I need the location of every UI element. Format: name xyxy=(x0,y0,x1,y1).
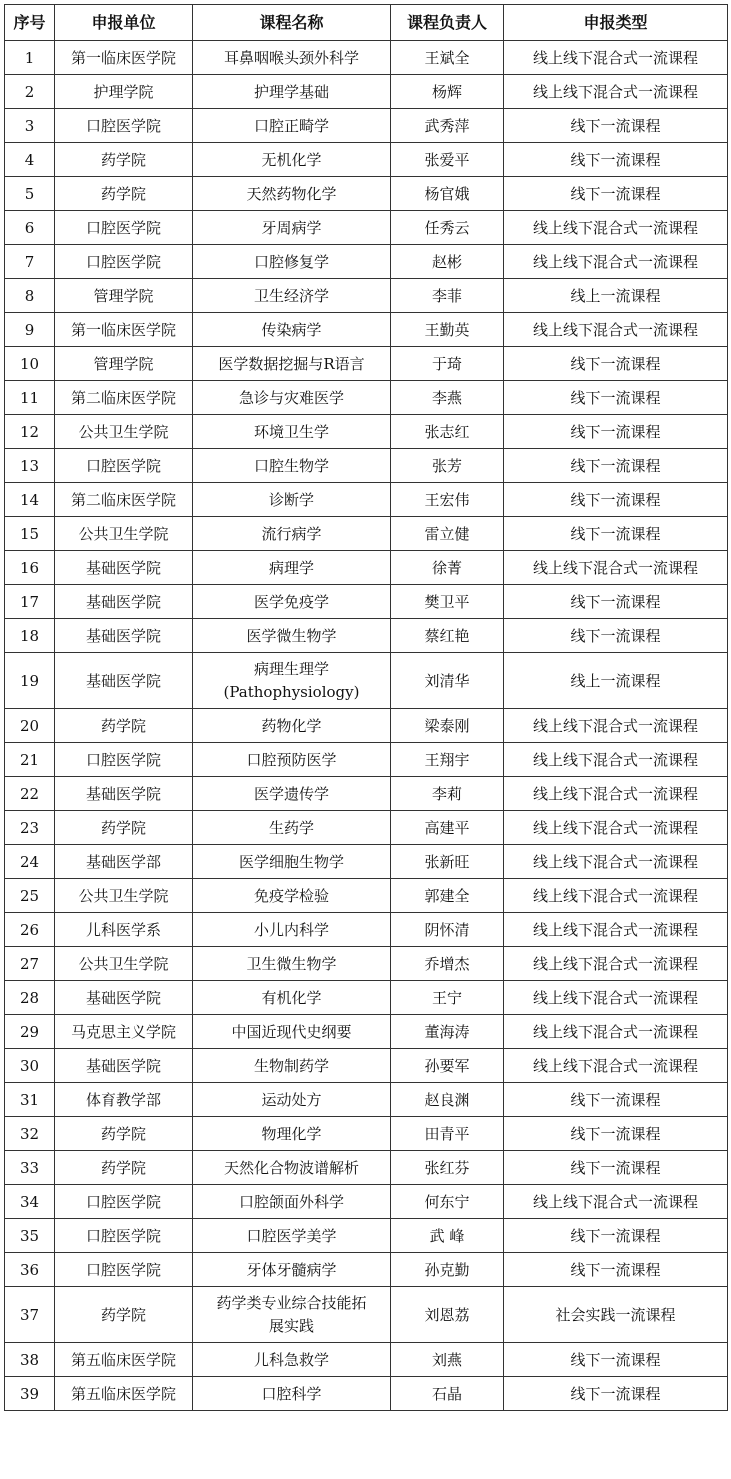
row-index: 17 xyxy=(5,585,55,619)
applying-unit: 口腔医学院 xyxy=(55,1219,193,1253)
course-leader: 王翔宇 xyxy=(391,743,504,777)
course-name: 口腔修复学 xyxy=(193,245,391,279)
application-type: 线下一流课程 xyxy=(504,381,728,415)
application-type: 线下一流课程 xyxy=(504,177,728,211)
course-leader: 王斌全 xyxy=(391,41,504,75)
row-index: 5 xyxy=(5,177,55,211)
course-leader: 刘燕 xyxy=(391,1343,504,1377)
application-type: 线上线下混合式一流课程 xyxy=(504,913,728,947)
applying-unit: 口腔医学院 xyxy=(55,211,193,245)
course-table xyxy=(4,4,728,1411)
row-index: 30 xyxy=(5,1049,55,1083)
course-leader: 石晶 xyxy=(391,1377,504,1411)
applying-unit: 第一临床医学院 xyxy=(55,313,193,347)
course-leader: 李燕 xyxy=(391,381,504,415)
application-type: 线下一流课程 xyxy=(504,449,728,483)
course-name: 医学免疫学 xyxy=(193,585,391,619)
row-index: 35 xyxy=(5,1219,55,1253)
course-name: 物理化学 xyxy=(193,1117,391,1151)
course-leader: 王勤英 xyxy=(391,313,504,347)
row-index: 7 xyxy=(5,245,55,279)
application-type: 线下一流课程 xyxy=(504,517,728,551)
course-leader: 杨辉 xyxy=(391,75,504,109)
course-name: 医学微生物学 xyxy=(193,619,391,653)
course-leader: 武 峰 xyxy=(391,1219,504,1253)
course-name: 药物化学 xyxy=(193,709,391,743)
table-row xyxy=(5,743,728,777)
applying-unit: 药学院 xyxy=(55,1117,193,1151)
row-index: 10 xyxy=(5,347,55,381)
table-row xyxy=(5,1015,728,1049)
application-type: 线上线下混合式一流课程 xyxy=(504,879,728,913)
table-row xyxy=(5,1151,728,1185)
application-type: 线上线下混合式一流课程 xyxy=(504,709,728,743)
row-index: 31 xyxy=(5,1083,55,1117)
row-index: 14 xyxy=(5,483,55,517)
applying-unit: 基础医学院 xyxy=(55,1049,193,1083)
applying-unit: 儿科医学系 xyxy=(55,913,193,947)
table-row xyxy=(5,313,728,347)
application-type: 线上线下混合式一流课程 xyxy=(504,313,728,347)
course-name: 生物制药学 xyxy=(193,1049,391,1083)
table-row xyxy=(5,109,728,143)
row-index: 27 xyxy=(5,947,55,981)
table-row xyxy=(5,415,728,449)
course-leader: 王宏伟 xyxy=(391,483,504,517)
applying-unit: 第二临床医学院 xyxy=(55,483,193,517)
course-leader: 刘恩荔 xyxy=(391,1287,504,1343)
course-name: 生药学 xyxy=(193,811,391,845)
course-leader: 孙要军 xyxy=(391,1049,504,1083)
row-index: 2 xyxy=(5,75,55,109)
applying-unit: 管理学院 xyxy=(55,279,193,313)
course-name: 诊断学 xyxy=(193,483,391,517)
application-type: 线上线下混合式一流课程 xyxy=(504,947,728,981)
course-leader: 蔡红艳 xyxy=(391,619,504,653)
row-index: 11 xyxy=(5,381,55,415)
row-index: 24 xyxy=(5,845,55,879)
applying-unit: 药学院 xyxy=(55,709,193,743)
course-name: 耳鼻咽喉头颈外科学 xyxy=(193,41,391,75)
course-name: 儿科急救学 xyxy=(193,1343,391,1377)
course-leader: 张爱平 xyxy=(391,143,504,177)
row-index: 38 xyxy=(5,1343,55,1377)
row-index: 33 xyxy=(5,1151,55,1185)
table-row xyxy=(5,1377,728,1411)
course-name: 口腔医学美学 xyxy=(193,1219,391,1253)
applying-unit: 管理学院 xyxy=(55,347,193,381)
course-name: 免疫学检验 xyxy=(193,879,391,913)
application-type: 线下一流课程 xyxy=(504,109,728,143)
applying-unit: 基础医学院 xyxy=(55,777,193,811)
course-name: 护理学基础 xyxy=(193,75,391,109)
row-index: 15 xyxy=(5,517,55,551)
course-name: 中国近现代史纲要 xyxy=(193,1015,391,1049)
application-type: 线下一流课程 xyxy=(504,1343,728,1377)
applying-unit: 药学院 xyxy=(55,811,193,845)
course-leader: 张芳 xyxy=(391,449,504,483)
course-leader: 孙克勤 xyxy=(391,1253,504,1287)
row-index: 32 xyxy=(5,1117,55,1151)
row-index: 8 xyxy=(5,279,55,313)
application-type: 线下一流课程 xyxy=(504,585,728,619)
course-leader: 张新旺 xyxy=(391,845,504,879)
application-type: 线下一流课程 xyxy=(504,1377,728,1411)
applying-unit: 体育教学部 xyxy=(55,1083,193,1117)
application-type: 线上线下混合式一流课程 xyxy=(504,1185,728,1219)
course-name: 药学类专业综合技能拓 展实践 xyxy=(193,1287,391,1343)
course-name: 病理学 xyxy=(193,551,391,585)
table-row xyxy=(5,517,728,551)
table-row xyxy=(5,619,728,653)
course-name: 口腔科学 xyxy=(193,1377,391,1411)
table-row xyxy=(5,177,728,211)
table-row xyxy=(5,1083,728,1117)
table-row xyxy=(5,947,728,981)
row-index: 1 xyxy=(5,41,55,75)
application-type: 线上线下混合式一流课程 xyxy=(504,1049,728,1083)
row-index: 4 xyxy=(5,143,55,177)
row-index: 18 xyxy=(5,619,55,653)
course-name: 小儿内科学 xyxy=(193,913,391,947)
applying-unit: 基础医学院 xyxy=(55,619,193,653)
course-leader: 张志红 xyxy=(391,415,504,449)
applying-unit: 基础医学部 xyxy=(55,845,193,879)
applying-unit: 护理学院 xyxy=(55,75,193,109)
row-index: 13 xyxy=(5,449,55,483)
table-row xyxy=(5,211,728,245)
course-name: 口腔预防医学 xyxy=(193,743,391,777)
application-type: 线下一流课程 xyxy=(504,483,728,517)
table-row xyxy=(5,483,728,517)
course-name: 无机化学 xyxy=(193,143,391,177)
row-index: 22 xyxy=(5,777,55,811)
table-row xyxy=(5,1253,728,1287)
application-type: 线上线下混合式一流课程 xyxy=(504,75,728,109)
application-type: 线下一流课程 xyxy=(504,415,728,449)
course-leader: 田青平 xyxy=(391,1117,504,1151)
application-type: 线下一流课程 xyxy=(504,1083,728,1117)
course-name: 口腔生物学 xyxy=(193,449,391,483)
application-type: 线上线下混合式一流课程 xyxy=(504,981,728,1015)
application-type: 线上线下混合式一流课程 xyxy=(504,211,728,245)
course-name: 牙周病学 xyxy=(193,211,391,245)
course-leader: 刘清华 xyxy=(391,653,504,709)
course-leader: 王宁 xyxy=(391,981,504,1015)
course-leader: 武秀萍 xyxy=(391,109,504,143)
table-row xyxy=(5,879,728,913)
applying-unit: 基础医学院 xyxy=(55,653,193,709)
applying-unit: 口腔医学院 xyxy=(55,1185,193,1219)
applying-unit: 公共卫生学院 xyxy=(55,947,193,981)
application-type: 线上一流课程 xyxy=(504,653,728,709)
course-name: 医学细胞生物学 xyxy=(193,845,391,879)
table-row xyxy=(5,41,728,75)
table-row xyxy=(5,1287,728,1343)
row-index: 9 xyxy=(5,313,55,347)
applying-unit: 口腔医学院 xyxy=(55,109,193,143)
table-row xyxy=(5,653,728,709)
table-row xyxy=(5,913,728,947)
table-row xyxy=(5,1185,728,1219)
application-type: 线上线下混合式一流课程 xyxy=(504,1015,728,1049)
applying-unit: 第二临床医学院 xyxy=(55,381,193,415)
course-name: 环境卫生学 xyxy=(193,415,391,449)
course-name: 有机化学 xyxy=(193,981,391,1015)
course-leader: 赵良渊 xyxy=(391,1083,504,1117)
course-name: 天然药物化学 xyxy=(193,177,391,211)
applying-unit: 公共卫生学院 xyxy=(55,517,193,551)
header-index: 序号 xyxy=(5,5,55,41)
row-index: 3 xyxy=(5,109,55,143)
row-index: 36 xyxy=(5,1253,55,1287)
table-header xyxy=(5,5,728,41)
row-index: 16 xyxy=(5,551,55,585)
application-type: 线上线下混合式一流课程 xyxy=(504,551,728,585)
row-index: 19 xyxy=(5,653,55,709)
application-type: 线上线下混合式一流课程 xyxy=(504,811,728,845)
course-leader: 樊卫平 xyxy=(391,585,504,619)
application-type: 线下一流课程 xyxy=(504,1219,728,1253)
course-name: 天然化合物波谱解析 xyxy=(193,1151,391,1185)
row-index: 39 xyxy=(5,1377,55,1411)
application-type: 线上线下混合式一流课程 xyxy=(504,845,728,879)
applying-unit: 基础医学院 xyxy=(55,981,193,1015)
application-type: 线下一流课程 xyxy=(504,347,728,381)
course-leader: 杨官娥 xyxy=(391,177,504,211)
applying-unit: 第五临床医学院 xyxy=(55,1343,193,1377)
applying-unit: 口腔医学院 xyxy=(55,245,193,279)
course-leader: 张红芬 xyxy=(391,1151,504,1185)
application-type: 线下一流课程 xyxy=(504,1151,728,1185)
course-leader: 梁泰刚 xyxy=(391,709,504,743)
application-type: 线上线下混合式一流课程 xyxy=(504,245,728,279)
table-row xyxy=(5,279,728,313)
course-leader: 赵彬 xyxy=(391,245,504,279)
header-row xyxy=(5,5,728,41)
application-type: 线下一流课程 xyxy=(504,619,728,653)
application-type: 线下一流课程 xyxy=(504,1117,728,1151)
course-name: 口腔正畸学 xyxy=(193,109,391,143)
row-index: 29 xyxy=(5,1015,55,1049)
applying-unit: 第五临床医学院 xyxy=(55,1377,193,1411)
course-name: 急诊与灾难医学 xyxy=(193,381,391,415)
application-type: 线上线下混合式一流课程 xyxy=(504,41,728,75)
application-type: 线下一流课程 xyxy=(504,143,728,177)
applying-unit: 口腔医学院 xyxy=(55,743,193,777)
applying-unit: 口腔医学院 xyxy=(55,449,193,483)
table-row xyxy=(5,75,728,109)
application-type: 线上线下混合式一流课程 xyxy=(504,777,728,811)
row-index: 25 xyxy=(5,879,55,913)
row-index: 34 xyxy=(5,1185,55,1219)
applying-unit: 药学院 xyxy=(55,1287,193,1343)
applying-unit: 公共卫生学院 xyxy=(55,415,193,449)
table-row xyxy=(5,709,728,743)
applying-unit: 基础医学院 xyxy=(55,585,193,619)
application-type: 线下一流课程 xyxy=(504,1253,728,1287)
table-row xyxy=(5,981,728,1015)
header-course-name: 课程名称 xyxy=(193,5,391,41)
applying-unit: 马克思主义学院 xyxy=(55,1015,193,1049)
header-unit: 申报单位 xyxy=(55,5,193,41)
applying-unit: 口腔医学院 xyxy=(55,1253,193,1287)
header-course-leader: 课程负责人 xyxy=(391,5,504,41)
table-row xyxy=(5,1343,728,1377)
course-leader: 何东宁 xyxy=(391,1185,504,1219)
course-leader: 郭建全 xyxy=(391,879,504,913)
table-row xyxy=(5,811,728,845)
course-leader: 乔增杰 xyxy=(391,947,504,981)
table-row xyxy=(5,845,728,879)
course-leader: 高建平 xyxy=(391,811,504,845)
applying-unit: 基础医学院 xyxy=(55,551,193,585)
course-leader: 于琦 xyxy=(391,347,504,381)
table-row xyxy=(5,1049,728,1083)
course-leader: 徐菁 xyxy=(391,551,504,585)
row-index: 23 xyxy=(5,811,55,845)
table-row xyxy=(5,381,728,415)
row-index: 6 xyxy=(5,211,55,245)
course-leader: 董海涛 xyxy=(391,1015,504,1049)
table-row xyxy=(5,777,728,811)
course-leader: 阴怀清 xyxy=(391,913,504,947)
course-name: 运动处方 xyxy=(193,1083,391,1117)
application-type: 社会实践一流课程 xyxy=(504,1287,728,1343)
course-leader: 李菲 xyxy=(391,279,504,313)
course-name: 口腔颌面外科学 xyxy=(193,1185,391,1219)
course-name: 病理生理学 (Pathophysiology) xyxy=(193,653,391,709)
row-index: 12 xyxy=(5,415,55,449)
table-row xyxy=(5,449,728,483)
row-index: 20 xyxy=(5,709,55,743)
applying-unit: 药学院 xyxy=(55,1151,193,1185)
table-row xyxy=(5,245,728,279)
course-leader: 任秀云 xyxy=(391,211,504,245)
course-leader: 雷立健 xyxy=(391,517,504,551)
applying-unit: 第一临床医学院 xyxy=(55,41,193,75)
course-name: 牙体牙髓病学 xyxy=(193,1253,391,1287)
application-type: 线上线下混合式一流课程 xyxy=(504,743,728,777)
course-name: 流行病学 xyxy=(193,517,391,551)
table-row xyxy=(5,551,728,585)
course-name: 传染病学 xyxy=(193,313,391,347)
row-index: 28 xyxy=(5,981,55,1015)
course-name: 卫生微生物学 xyxy=(193,947,391,981)
table-row xyxy=(5,585,728,619)
table-row xyxy=(5,143,728,177)
course-name: 医学数据挖掘与R语言 xyxy=(193,347,391,381)
course-name: 卫生经济学 xyxy=(193,279,391,313)
table-row xyxy=(5,1117,728,1151)
table-row xyxy=(5,1219,728,1253)
application-type: 线上一流课程 xyxy=(504,279,728,313)
row-index: 26 xyxy=(5,913,55,947)
table-body xyxy=(5,41,728,1411)
table-row xyxy=(5,347,728,381)
header-application-type: 申报类型 xyxy=(504,5,728,41)
row-index: 21 xyxy=(5,743,55,777)
course-leader: 李莉 xyxy=(391,777,504,811)
applying-unit: 药学院 xyxy=(55,177,193,211)
course-name: 医学遗传学 xyxy=(193,777,391,811)
row-index: 37 xyxy=(5,1287,55,1343)
applying-unit: 公共卫生学院 xyxy=(55,879,193,913)
applying-unit: 药学院 xyxy=(55,143,193,177)
